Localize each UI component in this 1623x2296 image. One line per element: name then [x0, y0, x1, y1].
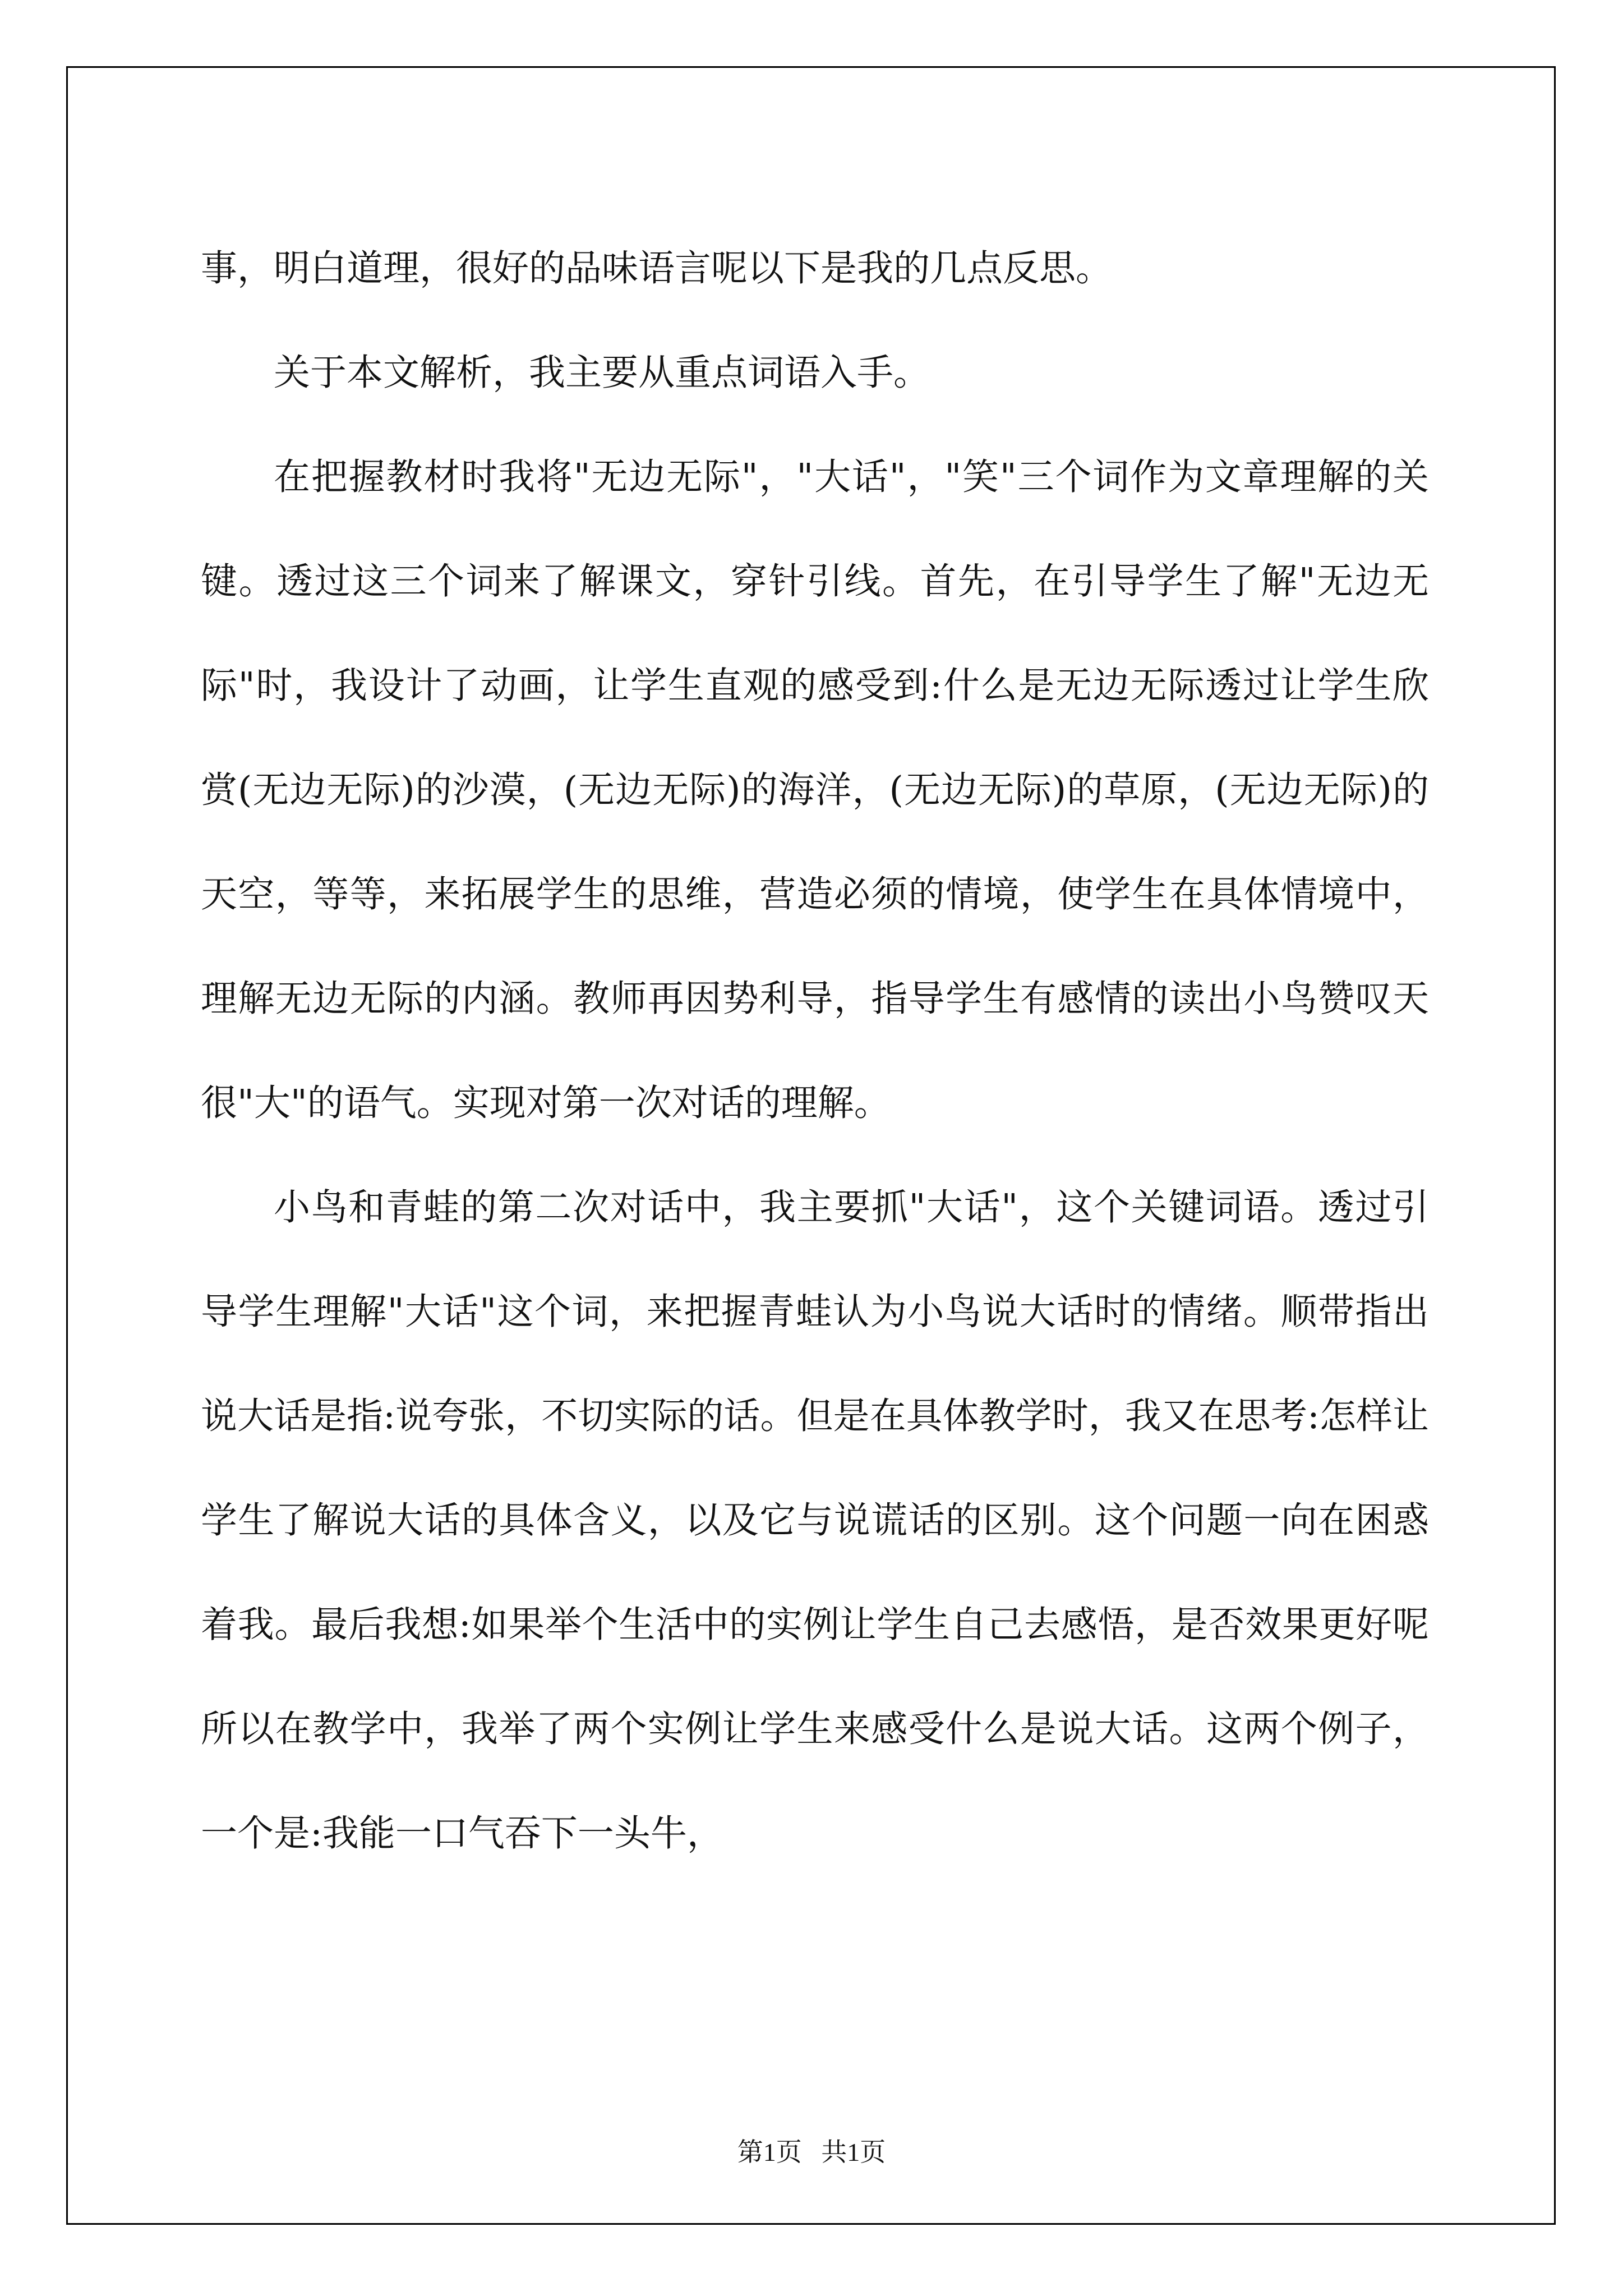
paragraph-4: 小鸟和青蛙的第二次对话中，我主要抓"大话"，这个关键词语。透过引导学生理解"大话"这个词，来把握青蛙认为小鸟说大话时的情绪。顺带指出说大话是指:说夸张，不切实际的话。但是在具体教学时，我又在思考:怎样让学生了解说大话的具体含义，以及它与说谎话的区别。这个问题一向在困惑着我。最后我想:如果举个生活中的实例让学生自己去感悟，是否效果更好呢所以在教学中，我举了两个实例让学生来感受什么是说大话。这两个例子，一个是:我能一口气吞下一头牛，: [201, 1186, 1429, 1855]
document-body: [201, 217, 1429, 1886]
page-number-footer: 第1页 共1页: [737, 2138, 886, 2166]
paragraph-3: 在把握教材时我将"无边无际"，"大话"，"笑"三个词作为文章理解的关键。透过这三个词来了解课文，穿针引线。首先，在引导学生了解"无边无际"时，我设计了动画，让学生直观的感受到:什么是无边无际透过让学生欣赏(无边无际)的沙漠，(无边无际)的海洋，(无边无际)的草原，(无边无际)的天空，等等，来拓展学生的思维，营造必须的情境，使学生在具体情境中，理解无边无际的内涵。教师再因势利导，指导学生有感情的读出小鸟赞叹天很"大"的语气。实现对第一次对话的理解。: [201, 456, 1429, 1124]
paragraph-2: 关于本文解析，我主要从重点词语入手。: [274, 352, 930, 394]
paragraph-1: 事，明白道理，很好的品味语言呢以下是我的几点反思。: [201, 247, 1113, 289]
